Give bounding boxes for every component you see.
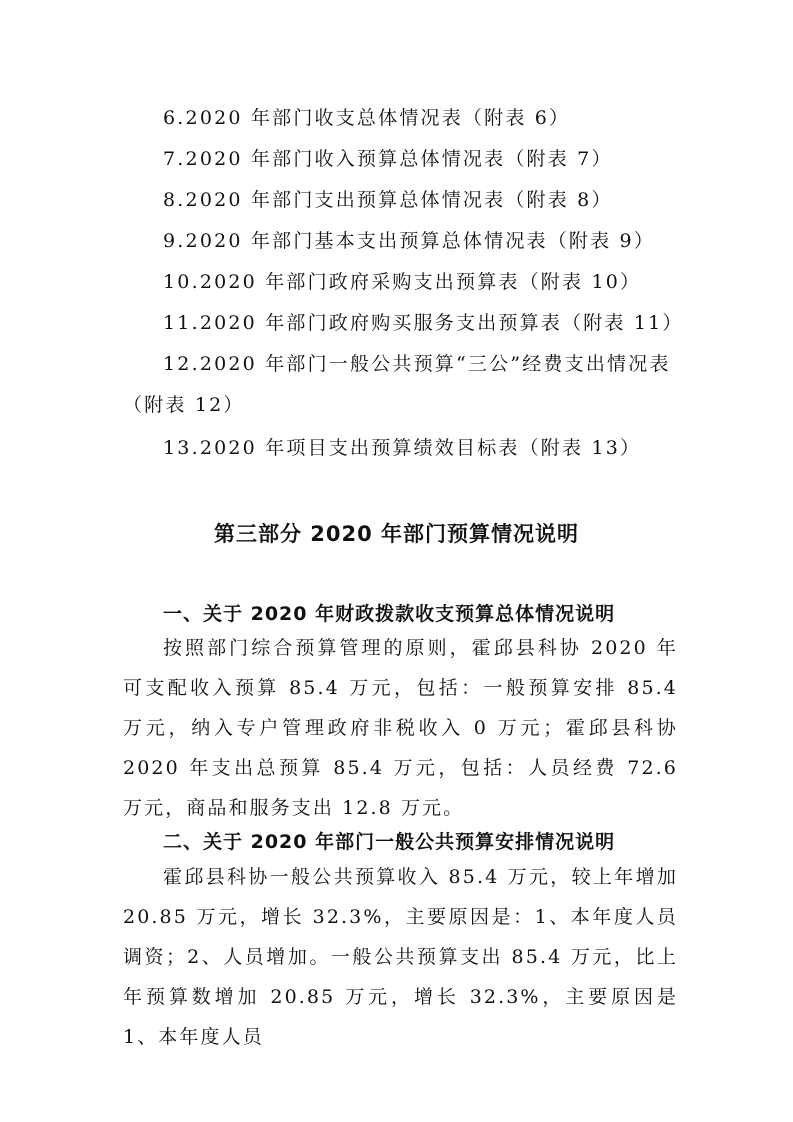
part1-heading: 一、关于 2020 年财政拨款收支预算总体情况说明 — [163, 603, 616, 625]
toc-item-12-continued: （附表 12） — [123, 394, 245, 416]
part2-heading: 二、关于 2020 年部门一般公共预算安排情况说明 — [163, 831, 616, 853]
section-title: 第三部分 2020 年部门预算情况说明 — [213, 522, 580, 546]
toc-item-11: 11.2020 年部门政府购买服务支出预算表（附表 11） — [163, 312, 684, 334]
toc-item-13: 13.2020 年项目支出预算绩效目标表（附表 13） — [163, 437, 642, 459]
toc-item-7: 7.2020 年部门收入预算总体情况表（附表 7） — [163, 148, 613, 170]
part2-paragraph: 霍邱县科协一般公共预算收入 85.4 万元，较上年增加 20.85 万元，增长 32.3%，主要原因是：1、本年度人员调资；2、人员增加。一般公共预算支出 85.4 万元，比上年预算数增加 20.85 万元，增长 32.3%，主要原因是 1、本年度人员 — [123, 866, 678, 1048]
toc-item-10: 10.2020 年部门政府采购支出预算表（附表 10） — [163, 271, 642, 293]
toc-item-8: 8.2020 年部门支出预算总体情况表（附表 8） — [163, 189, 613, 211]
part1-paragraph: 按照部门综合预算管理的原则，霍邱县科协 2020 年可支配收入预算 85.4 万元，包括：一般预算安排 85.4 万元，纳入专户管理政府非税收入 0 万元；霍邱县科协 2020 年支出总预算 85.4 万元，包括：人员经费 72.6 万元，商品和服务支出 12.8 万元。 — [123, 637, 678, 819]
toc-item-12: 12.2020 年部门一般公共预算“三公”经费支出情况表 — [163, 353, 671, 375]
toc-item-6: 6.2020 年部门收支总体情况表（附表 6） — [163, 107, 571, 129]
toc-item-9: 9.2020 年部门基本支出预算总体情况表（附表 9） — [163, 230, 656, 252]
